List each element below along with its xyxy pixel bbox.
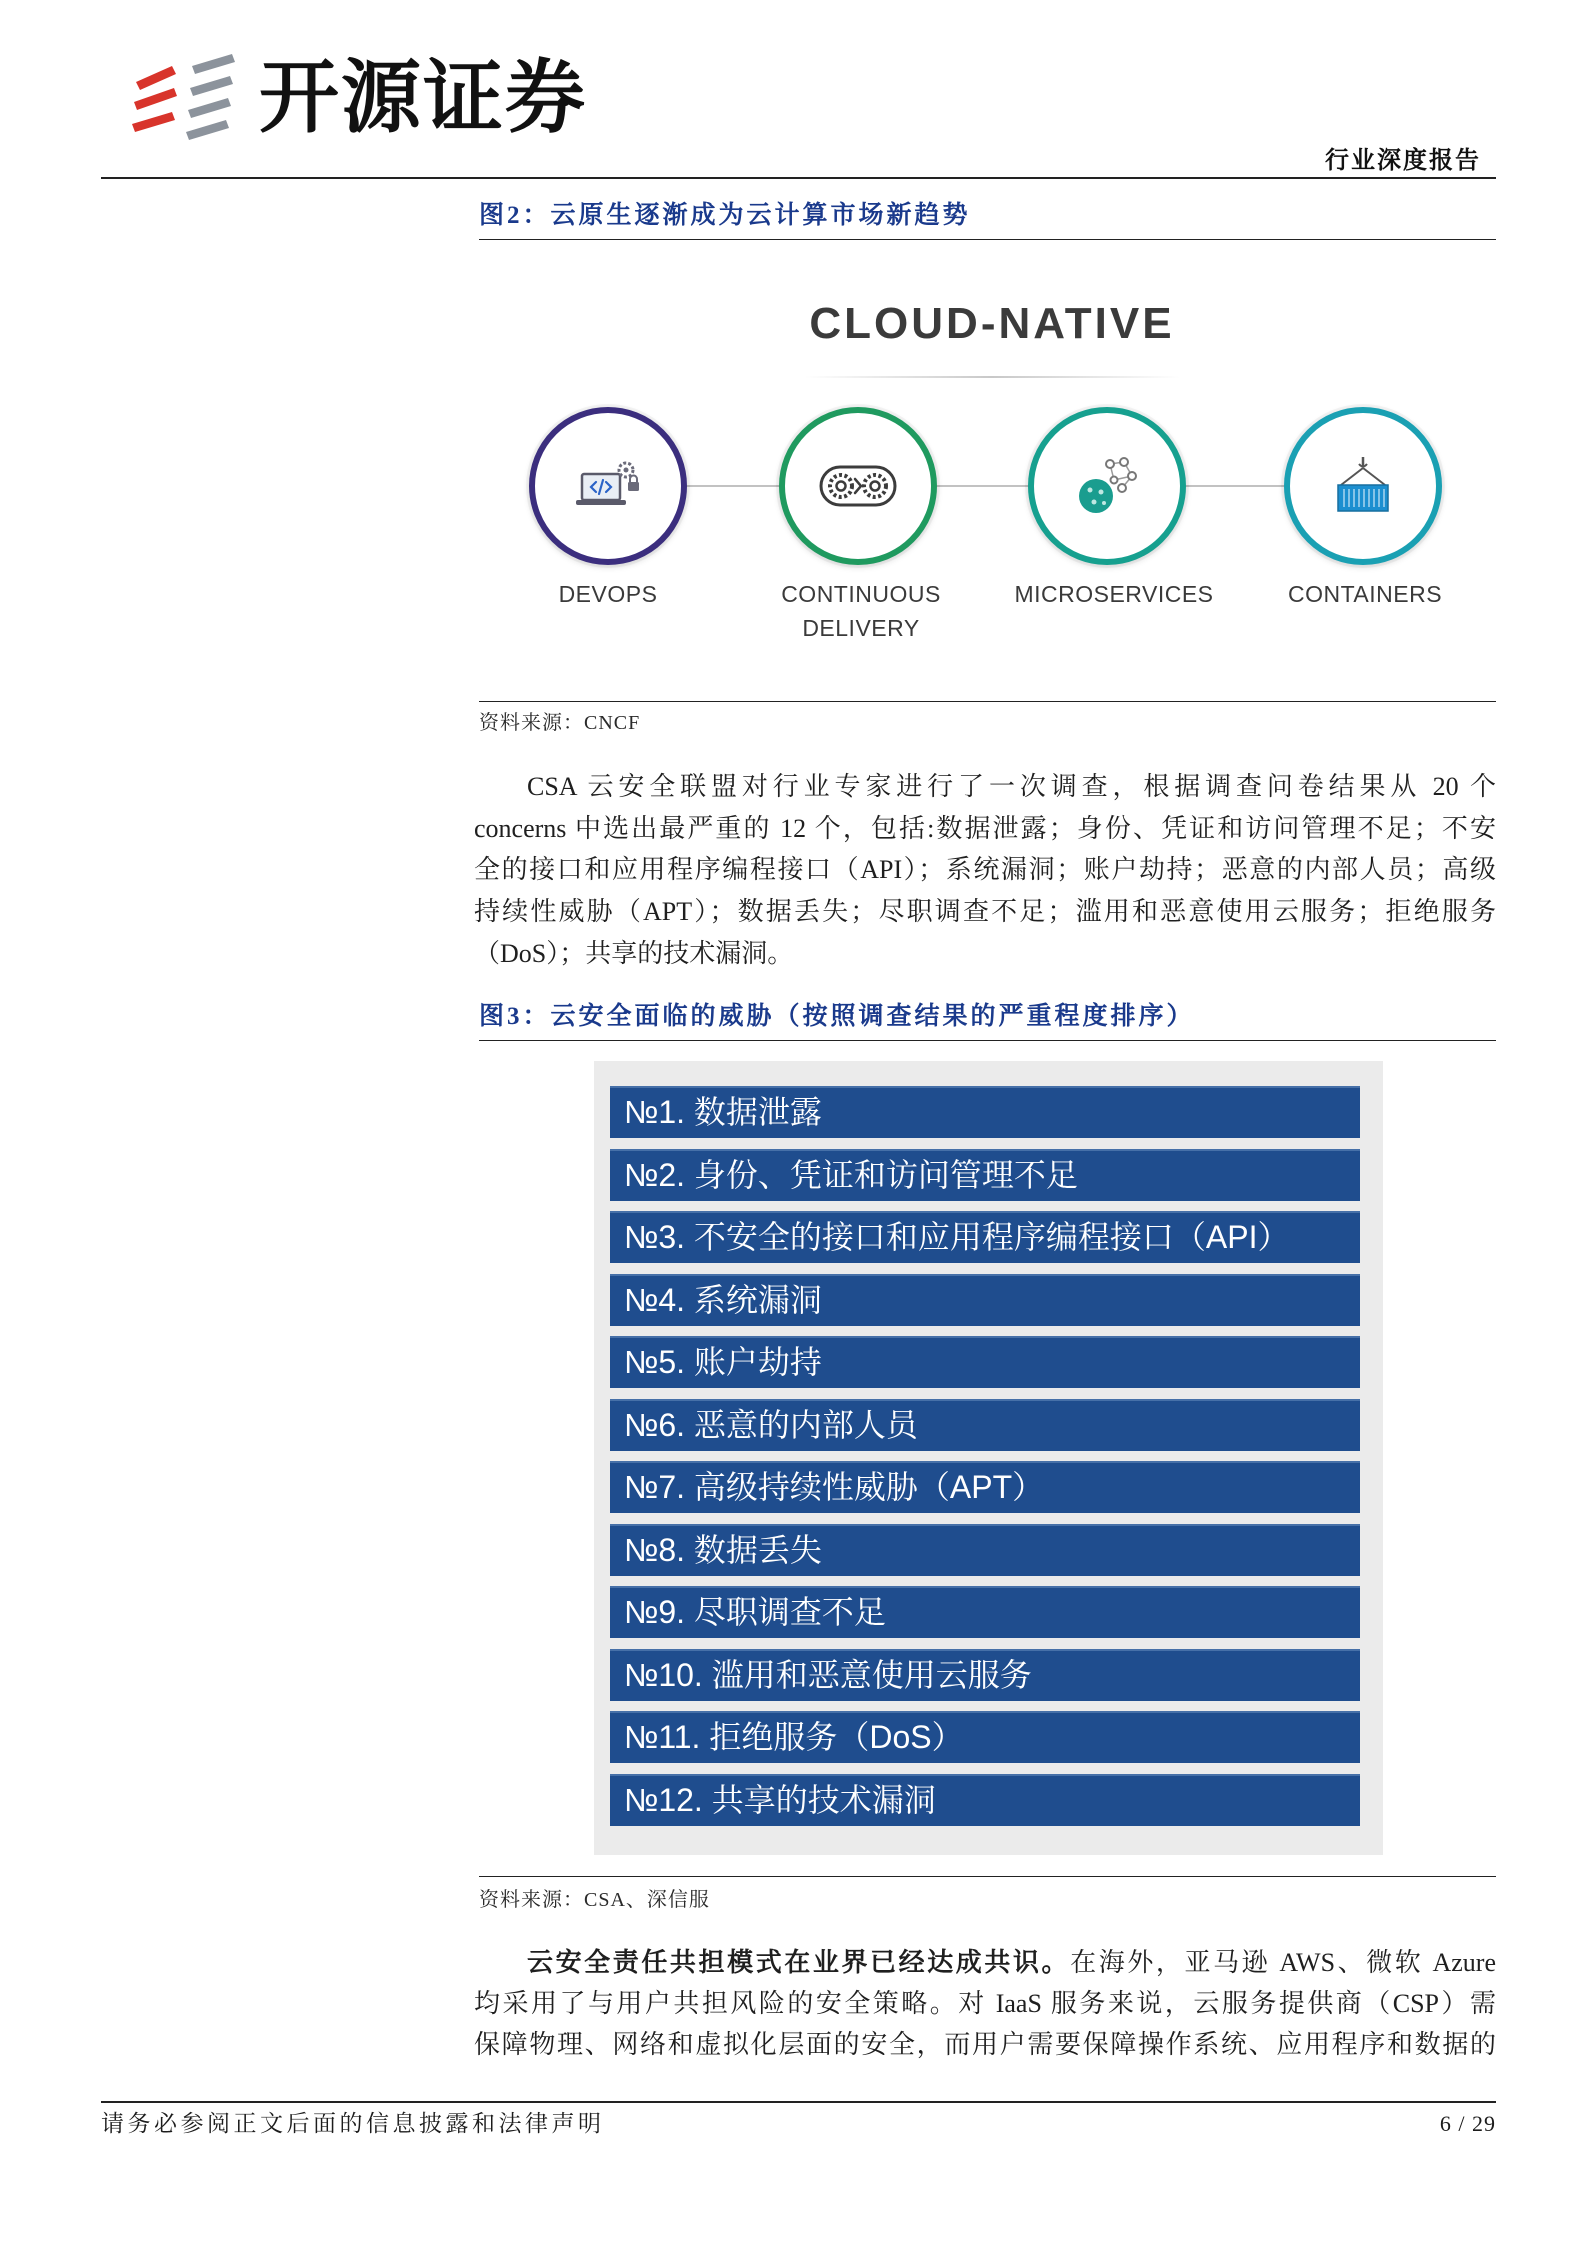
figure-3-source: 资料来源：CSA、深信服	[479, 1889, 710, 1911]
continuous-delivery-label-line-1: CONTINUOUS	[781, 581, 941, 607]
laptop-code-icon	[572, 458, 644, 514]
threat-item: №4. 系统漏洞	[610, 1274, 1360, 1326]
figure-2-title: 图2：云原生逐渐成为云计算市场新趋势	[479, 202, 971, 229]
continuous-delivery-circle	[779, 407, 937, 565]
paragraph-line: 均采用了与用户共担风险的安全策略。对 IaaS 服务来说，云服务提供商（CSP）需	[474, 1989, 1496, 2018]
figure-2-source: 资料来源：CNCF	[479, 712, 641, 734]
threat-item: №12. 共享的技术漏洞	[610, 1774, 1360, 1826]
threat-item: №7. 高级持续性威胁（APT）	[610, 1461, 1360, 1513]
diagram-connector	[687, 485, 779, 487]
containers-circle	[1284, 407, 1442, 565]
gears-loop-icon	[818, 463, 898, 509]
devops-label	[478, 577, 738, 611]
header-rule	[101, 177, 1496, 179]
threat-item: №10. 滥用和恶意使用云服务	[610, 1649, 1360, 1701]
threat-item: №11. 拒绝服务（DoS）	[610, 1711, 1360, 1763]
footer-rule	[101, 2101, 1496, 2103]
cloud-native-heading: CLOUD-NATIVE	[809, 299, 1175, 348]
paragraph-line	[474, 1942, 1496, 1983]
diagram-connector	[1186, 485, 1284, 487]
paragraph-line: 保障物理、网络和虚拟化层面的安全，而用户需要保障操作系统、应用程序和数据的	[474, 2030, 1496, 2059]
threat-item: №8. 数据丢失	[610, 1524, 1360, 1576]
figure-2-bottom-rule	[479, 701, 1496, 702]
paragraph-line: 持续性威胁（APT）；数据丢失；尽职调查不足；滥用和恶意使用云服务；拒绝服务	[474, 897, 1496, 927]
threat-item: №3. 不安全的接口和应用程序编程接口（API）	[610, 1211, 1360, 1263]
threat-item: №9. 尽职调查不足	[610, 1586, 1360, 1638]
footer-disclaimer: 请务必参阅正文后面的信息披露和法律声明	[101, 2111, 605, 2136]
figure-3-title: 图3：云安全面临的威胁（按照调查结果的严重程度排序）	[479, 1003, 1195, 1030]
devops-circle	[529, 407, 687, 565]
threat-item: №1. 数据泄露	[610, 1086, 1360, 1138]
paragraph-line: concerns 中选出最严重的 12 个，包括:数据泄露；身份、凭证和访问管理不足；不安	[474, 813, 1496, 843]
threat-item: №2. 身份、凭证和访问管理不足	[610, 1149, 1360, 1201]
body-paragraph-1	[474, 766, 1496, 974]
diagram-connector	[937, 485, 1028, 487]
paragraph-bold-lead: 云安全责任共担模式在业界已经达成共识。	[527, 1948, 1071, 1977]
threat-item: №6. 恶意的内部人员	[610, 1399, 1360, 1451]
brand-name: 开源证券	[259, 53, 587, 142]
paragraph-line: 全的接口和应用程序编程接口（API）；系统漏洞；账户劫持；恶意的内部人员；高级	[474, 855, 1496, 885]
devops-label-line: DEVOPS	[558, 581, 658, 607]
threat-ranking-list	[594, 1061, 1383, 1855]
paragraph-line: （DoS）；共享的技术漏洞。	[474, 938, 794, 968]
continuous-delivery-label-line-2: DELIVERY	[802, 615, 920, 641]
containers-label	[1235, 577, 1495, 611]
microservices-label	[984, 577, 1244, 611]
microservices-circle	[1028, 407, 1186, 565]
figure-3-bottom-rule	[479, 1876, 1496, 1877]
body-paragraph-2	[474, 1942, 1496, 2065]
paragraph-line: CSA 云安全联盟对行业专家进行了一次调查，根据调查问卷结果从 20 个	[527, 772, 1496, 801]
microservices-nodes-icon	[1072, 454, 1142, 518]
cloud-native-underline	[805, 376, 1180, 378]
continuous-delivery-label	[731, 577, 991, 645]
microservices-label-line: MICROSERVICES	[1014, 581, 1214, 607]
threat-item: №5. 账户劫持	[610, 1336, 1360, 1388]
paragraph-line-text: 在海外，亚马逊 AWS、微软 Azure	[1070, 1948, 1496, 1977]
figure-3-top-rule	[479, 1040, 1496, 1041]
brand-logo-icon	[132, 52, 237, 142]
report-type-label: 行业深度报告	[1325, 148, 1481, 174]
container-crane-icon	[1328, 455, 1398, 517]
page-number: 6 / 29	[1439, 2111, 1496, 2136]
containers-label-line: CONTAINERS	[1287, 581, 1443, 607]
figure-2-top-rule	[479, 239, 1496, 240]
